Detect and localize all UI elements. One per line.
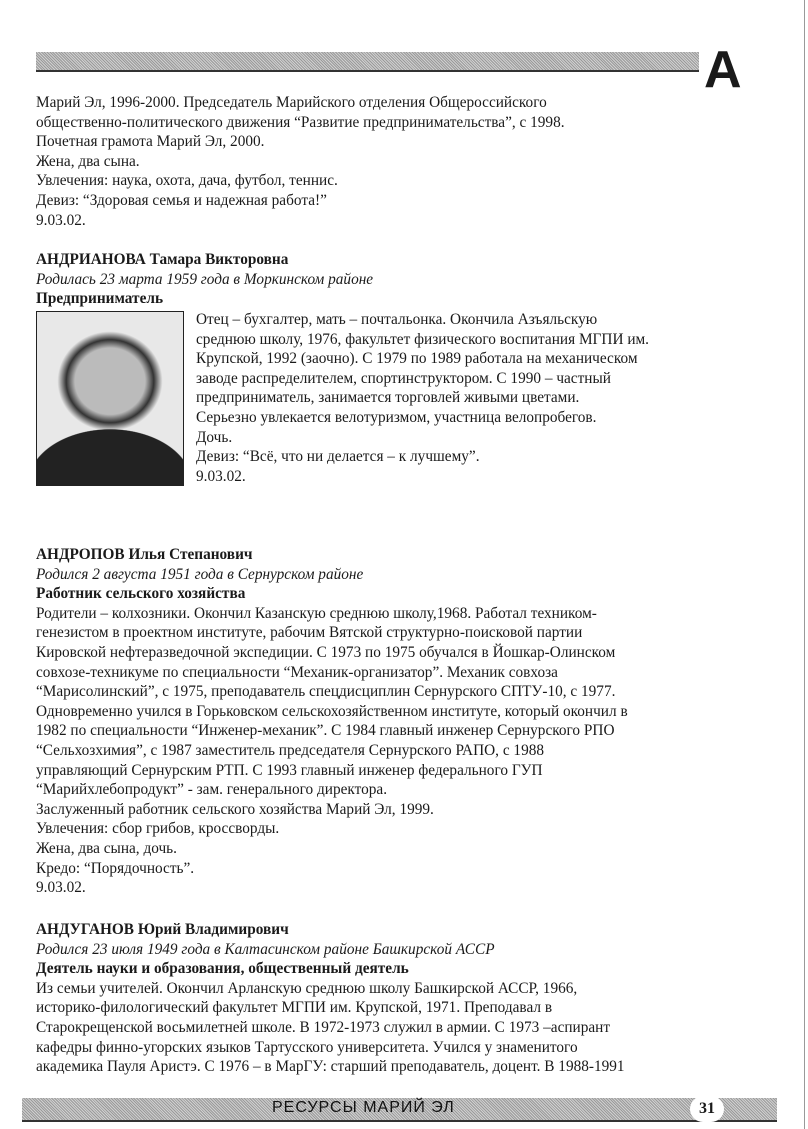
text-line: Одновременно учился в Горьковском сельскохозяйственном институте, который окончил в bbox=[36, 702, 628, 720]
text-line: среднюю школу, 1976, факультет физического воспитания МГПИ им. bbox=[196, 330, 650, 348]
text-line: Марий Эл, 1996-2000. Председатель Марийского отделения Общероссийского bbox=[36, 94, 547, 111]
text-line: заводе распределителем, спортинструктором. С 1990 – частный bbox=[196, 369, 611, 387]
text-line: 9.03.02. bbox=[36, 879, 86, 897]
section-letter: А bbox=[704, 41, 742, 99]
text-line: Кировской нефтеразведочной экспедиции. С 1973 по 1975 обучался в Йошкар-Олинском bbox=[36, 643, 616, 661]
entry-name: АНДУГАНОВ Юрий Владимирович bbox=[36, 921, 289, 938]
text-line: Увлечения: наука, охота, дача, футбол, теннис. bbox=[36, 172, 338, 190]
text-line: Серьезно увлекается велотуризмом, участница велопробегов. bbox=[196, 408, 597, 426]
entry-role: Деятель науки и образования, общественный деятель bbox=[36, 960, 409, 978]
text-line: совхозе-техникуме по специальности “Механик-организатор”. Механик совхоза bbox=[36, 663, 558, 681]
text-line: 9.03.02. bbox=[36, 211, 86, 229]
text-line: “Марисолинский”, с 1975, преподаватель спецдисциплин Сернурского СПТУ-10, с 1977. bbox=[36, 683, 616, 701]
text-line: Увлечения: сбор грибов, кроссворды. bbox=[36, 820, 280, 838]
entry-birth: Родился 2 августа 1951 года в Сернурском районе bbox=[36, 565, 364, 583]
entry-role: Предприниматель bbox=[36, 290, 164, 308]
text-line: Из семьи учителей. Окончил Арланскую среднюю школу Башкирской АССР, 1966, bbox=[36, 979, 578, 997]
text-line: Девиз: “Здоровая семья и надежная работа!” bbox=[36, 191, 327, 209]
entry-birth: Родился 23 июля 1949 года в Калтасинском районе Башкирской АССР bbox=[36, 940, 495, 958]
text-line: “Марийхлебопродукт” - зам. генерального директора. bbox=[36, 781, 388, 799]
text-line: Девиз: “Всё, что ни делается – к лучшему”. bbox=[196, 448, 480, 466]
header-bar bbox=[36, 52, 699, 72]
text-line: Родители – колхозники. Окончил Казанскую среднюю школу,1968. Работал техником- bbox=[36, 604, 597, 622]
text-line: управляющий Сернурским РТП. С 1993 главный инженер федерального ГУП bbox=[36, 761, 543, 779]
entry-name: АНДРИАНОВА Тамара Викторовна bbox=[36, 251, 289, 268]
text-line: 1982 по специальности “Инженер-механик”. С 1984 главный инженер Сернурского РПО bbox=[36, 722, 615, 740]
entry-andrianova-bio bbox=[196, 310, 649, 486]
portrait-photo bbox=[36, 311, 184, 486]
entry-role: Работник сельского хозяйства bbox=[36, 585, 246, 603]
text-line: Заслуженный работник сельского хозяйства Марий Эл, 1999. bbox=[36, 800, 434, 818]
text-line: Отец – бухгалтер, мать – почтальонка. Окончила Азъяльскую bbox=[196, 311, 598, 328]
entry-name: АНДРОПОВ Илья Степанович bbox=[36, 546, 253, 563]
text-line: Крупской, 1992 (заочно). С 1979 по 1989 работала на механическом bbox=[196, 350, 638, 368]
entry-anduganov bbox=[36, 920, 776, 1077]
text-line: Старокрещенской восьмилетней школе. В 1972-1973 служил в армии. С 1973 –аспирант bbox=[36, 1018, 611, 1036]
text-line: Жена, два сына, дочь. bbox=[36, 839, 177, 857]
entry-andrianova bbox=[36, 250, 776, 309]
text-line: академика Пауля Аристэ. С 1976 – в МарГУ: старший преподаватель, доцент. В 1988-1991 bbox=[36, 1058, 625, 1076]
text-line: Дочь. bbox=[196, 428, 233, 446]
text-line: кафедры финно-угорских языков Тартусского университета. Учился у знаменитого bbox=[36, 1038, 578, 1056]
text-line: предприниматель, занимается торговлей живыми цветами. bbox=[196, 389, 580, 407]
text-line: “Сельхозхимия”, с 1987 заместитель председателя Сернурского РАПО, с 1988 bbox=[36, 741, 545, 759]
scan-edge bbox=[804, 0, 805, 1129]
text-line: Кредо: “Порядочность”. bbox=[36, 859, 195, 877]
text-line: 9.03.02. bbox=[196, 467, 246, 485]
text-line: общественно-политического движения “Развитие предпринимательства”, с 1998. bbox=[36, 113, 565, 131]
text-line: Почетная грамота Марий Эл, 2000. bbox=[36, 133, 265, 151]
entry-andropov bbox=[36, 545, 776, 898]
page-number: 31 bbox=[690, 1096, 724, 1122]
intro-text bbox=[36, 93, 776, 230]
text-line: Жена, два сына. bbox=[36, 152, 140, 170]
text-line: историко-филологический факультет МГПИ им. Крупской, 1971. Преподавал в bbox=[36, 999, 553, 1017]
entry-birth: Родилась 23 марта 1959 года в Моркинском районе bbox=[36, 270, 374, 288]
footer-title: РЕСУРСЫ МАРИЙ ЭЛ bbox=[272, 1099, 455, 1116]
text-line: генезистом в проектном институте, рабочим Вятской структурно-поисковой партии bbox=[36, 624, 583, 642]
